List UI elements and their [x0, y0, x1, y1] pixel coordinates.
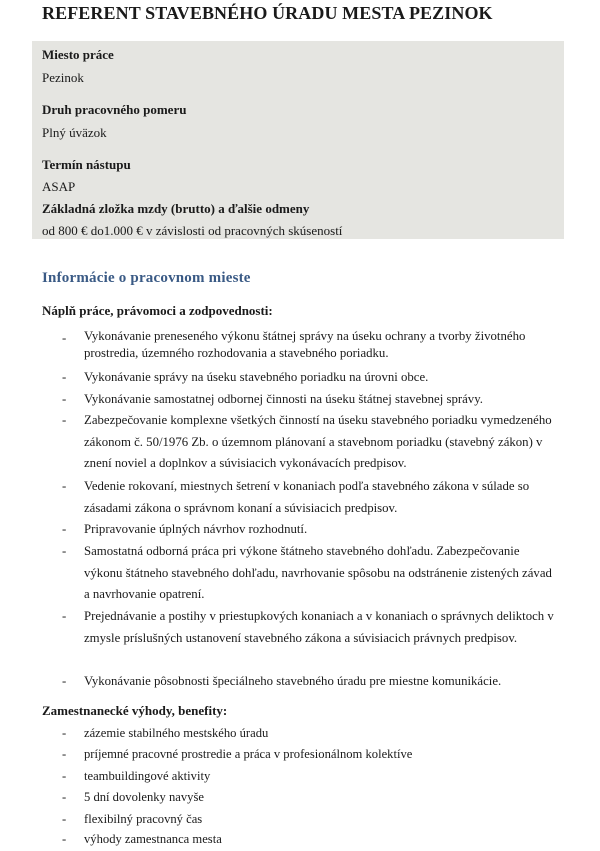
list-item-text: flexibilný pracovný čas [84, 812, 203, 826]
list-item-text: 5 dní dovolenky navyše [84, 790, 204, 804]
list-item-text: Samostatná odborná práca pri výkone štátneho stavebného dohľadu. Zabezpečovanie výkonu štátneho stavebného dohľadu, navrhovanie spôsobu na odstránenie zistených závad a navrhovanie opatrení. [84, 544, 552, 601]
job-title: REFERENT STAVEBNÉHO ÚRADU MESTA PEZINOK [42, 3, 493, 23]
list-item-text: Pripravovanie úplných návrhov rozhodnutí. [84, 522, 308, 536]
list-bullet: - [62, 812, 67, 826]
list-bullet: - [62, 609, 67, 623]
list-bullet: - [62, 392, 67, 406]
list-item-text: Vykonávanie pôsobnosti špeciálneho stavebného úradu pre miestne komunikácie. [84, 674, 502, 688]
list-item-text: Vykonávanie správy na úseku stavebného poriadku na úrovni obce. [84, 370, 429, 384]
list-bullet: - [62, 370, 67, 384]
list-bullet: - [62, 544, 67, 558]
salary-value: od 800 € do1.000 € v závislosti od pracovných skúseností [42, 223, 343, 238]
salary-label: Základná zložka mzdy (brutto) a ďalšie odmeny [42, 201, 310, 216]
duties-heading: Náplň práce, právomoci a zodpovednosti: [42, 303, 273, 318]
list-bullet: - [62, 726, 67, 740]
list-item-text: Vykonávanie samostatnej odbornej činnosti na úseku štátnej stavebnej správy. [84, 392, 483, 406]
section-heading: Informácie o pracovnom mieste [42, 270, 251, 286]
job-summary-box [32, 41, 564, 239]
list-bullet: - [62, 522, 67, 536]
list-bullet: - [62, 479, 67, 493]
list-item-text: zázemie stabilného mestského úradu [84, 726, 269, 740]
location-label: Miesto práce [42, 47, 114, 62]
start-date-value: ASAP [42, 179, 76, 194]
benefits-heading: Zamestnanecké výhody, benefity: [42, 703, 228, 718]
list-bullet: - [62, 747, 67, 761]
list-bullet: - [62, 769, 67, 783]
list-bullet: - [62, 832, 67, 846]
list-bullet: - [62, 674, 67, 688]
employment-type-label: Druh pracovného pomeru [42, 102, 187, 117]
list-bullet: - [62, 413, 67, 427]
list-item-text: výhody zamestnanca mesta [84, 832, 222, 846]
list-item-text: teambuildingové aktivity [84, 769, 211, 783]
location-value: Pezinok [42, 70, 84, 85]
list-bullet: - [62, 331, 67, 345]
list-item-text: Vedenie rokovaní, miestnych šetrení v konaniach podľa stavebného zákona v súlade so zásadami zákona o správnom konaní a súvisiacich predpisov. [84, 479, 530, 515]
employment-type-value: Plný úväzok [42, 125, 107, 140]
list-item-text: Zabezpečovanie komplexne všetkých činností na úseku stavebného poriadku vymedzeného zákonom č. 50/1976 Zb. o územnom plánovaní a stavebnom poriadku (stavebný zákon) v znení noviel a doplnkov a súvisiacich vykonávacích predpisov. [84, 413, 552, 470]
list-item-text: Prejednávanie a postihy v priestupkových konaniach a v konaniach o správnych deliktoch v zmysle príslušných ustanovení stavebného zákona a súvisiacich právnych predpisov. [84, 609, 554, 645]
list-bullet: - [62, 790, 67, 804]
list-item-text: Vykonávanie preneseného výkonu štátnej správy na úseku ochrany a tvorby životného prostredia, územného rozhodovania a stavebného poriadku. [84, 329, 526, 360]
list-item-text: príjemné pracovné prostredie a práca v profesionálnom kolektíve [84, 747, 413, 761]
start-date-label: Termín nástupu [42, 157, 131, 172]
